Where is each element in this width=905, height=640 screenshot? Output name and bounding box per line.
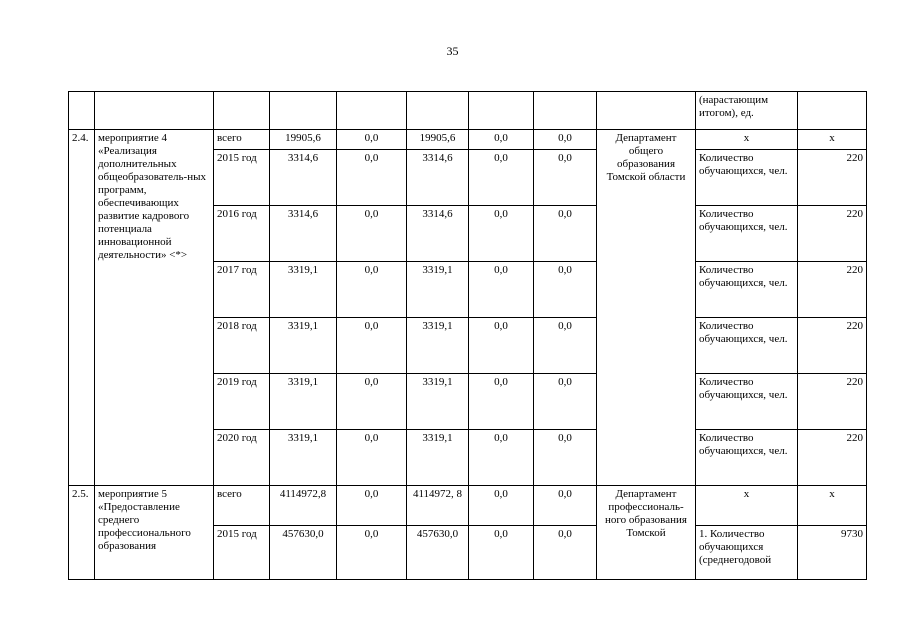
table-cell bbox=[798, 92, 867, 130]
measure-name: мероприятие 4 «Реализация дополнительных общеобразователь-ных программ, обеспечивающих развитие кадрового потенциала инновационной деятельности» <*> bbox=[95, 130, 214, 486]
extra-cell: 0,0 bbox=[534, 150, 597, 206]
period-cell: 2016 год bbox=[214, 206, 270, 262]
total-cell: 4114972,8 bbox=[270, 486, 337, 526]
regional-cell: 3314,6 bbox=[407, 150, 469, 206]
value-cell: 220 bbox=[798, 430, 867, 486]
local-cell: 0,0 bbox=[469, 206, 534, 262]
federal-cell: 0,0 bbox=[337, 318, 407, 374]
local-cell: 0,0 bbox=[469, 430, 534, 486]
table-cell bbox=[270, 92, 337, 130]
value-cell: 9730 bbox=[798, 526, 867, 580]
federal-cell: 0,0 bbox=[337, 486, 407, 526]
page-number: 35 bbox=[446, 44, 459, 58]
indicator-cell: х bbox=[696, 130, 798, 150]
regional-cell: 3319,1 bbox=[407, 318, 469, 374]
executor-cell: Департамент общего образования Томской области bbox=[597, 130, 696, 486]
period-cell: всего bbox=[214, 130, 270, 150]
federal-cell: 0,0 bbox=[337, 130, 407, 150]
total-cell: 3314,6 bbox=[270, 150, 337, 206]
indicator-cell: Количество обучающихся, чел. bbox=[696, 206, 798, 262]
table-row bbox=[69, 92, 867, 130]
extra-cell: 0,0 bbox=[534, 318, 597, 374]
extra-cell: 0,0 bbox=[534, 262, 597, 318]
table-cell bbox=[337, 92, 407, 130]
table-cell bbox=[469, 92, 534, 130]
value-cell: 220 bbox=[798, 318, 867, 374]
value-cell: 220 bbox=[798, 262, 867, 318]
total-cell: 19905,6 bbox=[270, 130, 337, 150]
extra-cell: 0,0 bbox=[534, 430, 597, 486]
total-cell: 3319,1 bbox=[270, 318, 337, 374]
extra-cell: 0,0 bbox=[534, 130, 597, 150]
local-cell: 0,0 bbox=[469, 150, 534, 206]
table-cell bbox=[534, 92, 597, 130]
local-cell: 0,0 bbox=[469, 526, 534, 580]
executor-cell: Департамент профессиональ-ного образования Томской bbox=[597, 486, 696, 580]
indicator-cell: Количество обучающихся, чел. bbox=[696, 430, 798, 486]
regional-cell: 3319,1 bbox=[407, 262, 469, 318]
period-cell: 2017 год bbox=[214, 262, 270, 318]
total-cell: 3319,1 bbox=[270, 430, 337, 486]
table-row bbox=[69, 486, 867, 526]
federal-cell: 0,0 bbox=[337, 374, 407, 430]
federal-cell: 0,0 bbox=[337, 526, 407, 580]
indicator-cell: Количество обучающихся, чел. bbox=[696, 150, 798, 206]
federal-cell: 0,0 bbox=[337, 206, 407, 262]
local-cell: 0,0 bbox=[469, 262, 534, 318]
value-cell: х bbox=[798, 486, 867, 526]
extra-cell: 0,0 bbox=[534, 206, 597, 262]
section-number: 2.5. bbox=[69, 486, 95, 580]
local-cell: 0,0 bbox=[469, 318, 534, 374]
table-cell bbox=[214, 92, 270, 130]
indicator-cell: х bbox=[696, 486, 798, 526]
regional-cell: 3319,1 bbox=[407, 430, 469, 486]
table-cell bbox=[95, 92, 214, 130]
table-cell bbox=[69, 92, 95, 130]
local-cell: 0,0 bbox=[469, 374, 534, 430]
indicator-cell: Количество обучающихся, чел. bbox=[696, 374, 798, 430]
extra-cell: 0,0 bbox=[534, 374, 597, 430]
value-cell: 220 bbox=[798, 374, 867, 430]
period-cell: 2015 год bbox=[214, 150, 270, 206]
period-cell: 2018 год bbox=[214, 318, 270, 374]
table-cell bbox=[407, 92, 469, 130]
regional-cell: 4114972, 8 bbox=[407, 486, 469, 526]
indicator-cell: (нарастающим итогом), ед. bbox=[696, 92, 798, 130]
value-cell: 220 bbox=[798, 206, 867, 262]
total-cell: 3319,1 bbox=[270, 262, 337, 318]
local-cell: 0,0 bbox=[469, 130, 534, 150]
table-row bbox=[69, 130, 867, 150]
period-cell: 2019 год bbox=[214, 374, 270, 430]
total-cell: 457630,0 bbox=[270, 526, 337, 580]
indicator-cell: 1. Количество обучающихся (среднегодовой bbox=[696, 526, 798, 580]
program-table bbox=[68, 91, 867, 580]
section-number: 2.4. bbox=[69, 130, 95, 486]
table-cell bbox=[597, 92, 696, 130]
extra-cell: 0,0 bbox=[534, 526, 597, 580]
total-cell: 3314,6 bbox=[270, 206, 337, 262]
total-cell: 3319,1 bbox=[270, 374, 337, 430]
period-cell: всего bbox=[214, 486, 270, 526]
measure-name: мероприятие 5 «Предоставление среднего профессионального образования bbox=[95, 486, 214, 580]
regional-cell: 19905,6 bbox=[407, 130, 469, 150]
local-cell: 0,0 bbox=[469, 486, 534, 526]
extra-cell: 0,0 bbox=[534, 486, 597, 526]
period-cell: 2015 год bbox=[214, 526, 270, 580]
regional-cell: 3314,6 bbox=[407, 206, 469, 262]
federal-cell: 0,0 bbox=[337, 430, 407, 486]
federal-cell: 0,0 bbox=[337, 150, 407, 206]
value-cell: х bbox=[798, 130, 867, 150]
period-cell: 2020 год bbox=[214, 430, 270, 486]
regional-cell: 457630,0 bbox=[407, 526, 469, 580]
federal-cell: 0,0 bbox=[337, 262, 407, 318]
regional-cell: 3319,1 bbox=[407, 374, 469, 430]
value-cell: 220 bbox=[798, 150, 867, 206]
indicator-cell: Количество обучающихся, чел. bbox=[696, 318, 798, 374]
indicator-cell: Количество обучающихся, чел. bbox=[696, 262, 798, 318]
